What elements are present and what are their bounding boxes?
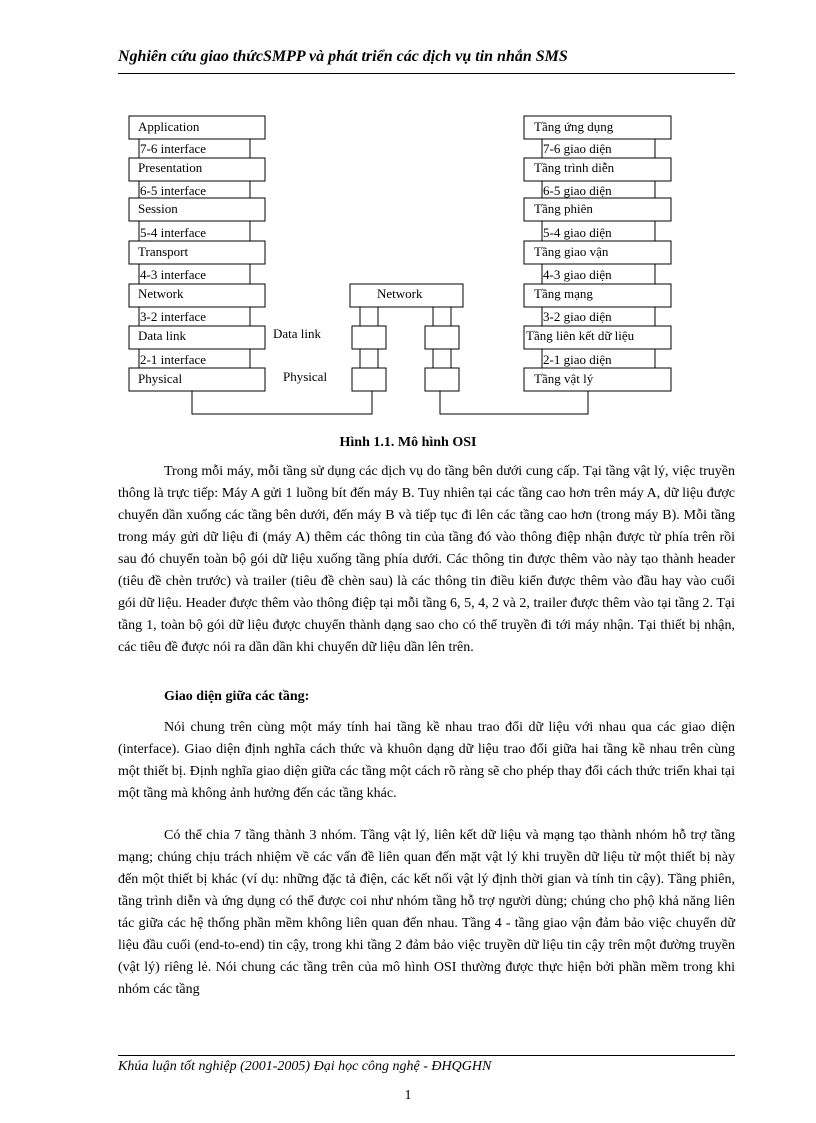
- right-interface-3-2: 3-2 giao diện: [543, 309, 612, 324]
- page-number: 1: [404, 1088, 412, 1103]
- footer-text: Khúa luận tốt nghiệp (2001-2005) Đại học công nghệ - ĐHQGHN: [118, 1059, 492, 1074]
- right-layer-application: Tầng ứng dụng: [534, 119, 614, 134]
- connection-left-to-middle: [192, 391, 372, 414]
- left-layer-application: Application: [138, 119, 200, 134]
- osi-model-diagram: [0, 0, 816, 430]
- left-layer-session: Session: [138, 201, 178, 216]
- right-layer-transport: Tầng giao vận: [534, 244, 609, 259]
- right-layer-network: Tầng mạng: [534, 286, 593, 301]
- right-layer-physical: Tầng vật lý: [534, 371, 594, 386]
- right-layer-session: Tầng phiên: [534, 201, 593, 216]
- left-layer-presentation: Presentation: [138, 160, 203, 175]
- left-interface-2-1: 2-1 interface: [140, 352, 207, 367]
- section-heading: Giao diện giữa các tầng:: [164, 689, 310, 704]
- right-interface-7-6: 7-6 giao diện: [543, 141, 612, 156]
- middle-physical-label: Physical: [283, 369, 328, 384]
- left-layer-network: Network: [138, 286, 184, 301]
- left-interface-3-2: 3-2 interface: [140, 309, 207, 324]
- middle-datalink-right-lower-box: [425, 326, 459, 349]
- left-interface-7-6: 7-6 interface: [140, 141, 207, 156]
- right-interface-5-4: 5-4 giao diện: [543, 225, 612, 240]
- physical-connections: [192, 391, 588, 414]
- middle-datalink-left-lower-box: [352, 326, 386, 349]
- middle-phys-link-right-box: [433, 349, 451, 368]
- left-interface-5-4: 5-4 interface: [140, 225, 207, 240]
- middle-network-label: Network: [377, 286, 423, 301]
- paragraph-3: Có thể chia 7 tầng thành 3 nhóm. Tầng vật lý, liên kết dữ liệu và mạng tạo thành nhóm hỗ trợ tầng mạng; chúng chịu trách nhiệm về các vấn đề liên quan đến mặt vật lý khi truyền dữ liệu từ một thiết bị này đến một thiết bị khác (ví dụ: những đặc tả điện, các kết nối vật lý định thời gian và tính tin cậy). Tầng phiên, tầng trình diễn và ứng dụng có thể được coi như nhóm tầng hỗ trợ người dùng; chúng cho phộ khả năng liên tác giữa các hệ thống phần mềm không liên quan đến nhau. Tầng 4 - tầng giao vận đảm bảo việc chuyển dữ liệu đầu cuối (end-to-end) tin cậy, trong khi tầng 2 đảm bảo việc truyền dữ liệu tin cậy trên một đường truyền (vật lý) riêng lẻ. Nói chung các tầng trên của mô hình OSI thường được thực hiện bởi phần mềm trong khi nhóm các tầng: [118, 828, 735, 997]
- footer-rule: [118, 1055, 735, 1056]
- right-interface-4-3: 4-3 giao diện: [543, 267, 612, 282]
- figure-caption: Hình 1.1. Mô hình OSI: [339, 435, 477, 450]
- middle-physical-right-box: [425, 368, 459, 391]
- paragraph-2: Nói chung trên cùng một máy tính hai tầng kề nhau trao đổi dữ liệu với nhau qua các giao diện (interface). Giao diện định nghĩa cách thức và khuôn dạng dữ liệu trao đổi giữa hai tầng kề nhau trên cùng một thiết bị. Định nghĩa giao diện giữa các tầng một cách rõ ràng sẽ cho phép thay đổi cách thức triển khai tại một tầng mà không ảnh hưởng đến các tầng khác.: [118, 720, 735, 801]
- right-interface-6-5: 6-5 giao diện: [543, 183, 612, 198]
- middle-datalink-label: Data link: [273, 326, 322, 341]
- paragraph-1: Trong mỗi máy, mỗi tầng sử dụng các dịch vụ do tầng bên dưới cung cấp. Tại tầng vật lý, việc truyền thông là trực tiếp: Máy A gửi 1 luồng bít đến máy B. Tuy nhiên tại các tầng cao hơn trên máy A, dữ liệu được chuyển dần xuống các tầng bên dưới, đến máy B và tiếp tục đi lên các tầng cao hơn (trong máy B). Mỗi tầng trong máy gửi dữ liệu đi (máy A) thêm các thông tin của tầng đó vào thông điệp nhận được từ phía trên rồi sau đó chuyển toàn bộ gói dữ liệu xuống tầng phía dưới. Các thông tin được thêm vào này tạo thành header (tiêu đề chèn trước) và trailer (tiêu đề chèn sau) là các thông tin điều kiển được thêm vào đầu hay vào cuối gói dữ liệu. Header được thêm vào thông điệp tại mỗi tầng 6, 5, 4, 2 và 2, trailer được thêm vào tại tầng 2. Tại tầng 1, toàn bộ gói dữ liệu được chuyển thành dạng sao cho có thể truyền đi tới máy nhận. Tại thiết bị nhận, các tiêu đề được nói ra dần dần khi chuyển dữ liệu dần lên trên.: [118, 464, 735, 655]
- right-layer-presentation: Tầng trình diễn: [534, 160, 615, 175]
- middle-datalink-left-box: [360, 307, 378, 326]
- left-layer-datalink: Data link: [138, 328, 187, 343]
- left-layer-transport: Transport: [138, 244, 189, 259]
- middle-physical-left-box: [352, 368, 386, 391]
- right-layer-datalink: Tầng liên kết dữ liệu: [526, 328, 635, 343]
- left-interface-4-3: 4-3 interface: [140, 267, 207, 282]
- left-interface-6-5: 6-5 interface: [140, 183, 207, 198]
- middle-datalink-right-box: [433, 307, 451, 326]
- page-header-title: Nghiên cứu giao thứcSMPP và phát triển các dịch vụ tin nhắn SMS: [118, 48, 568, 65]
- right-interface-2-1: 2-1 giao diện: [543, 352, 612, 367]
- middle-phys-link-left-box: [360, 349, 378, 368]
- connection-middle-to-right: [440, 391, 588, 414]
- left-layer-physical: Physical: [138, 371, 183, 386]
